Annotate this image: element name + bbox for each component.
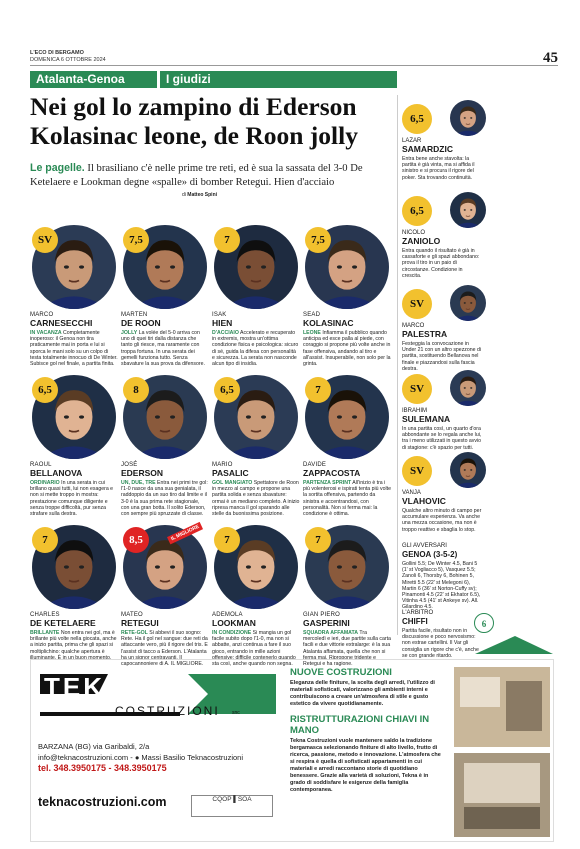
player-card xyxy=(121,462,209,517)
player-last-name: ZANIOLO xyxy=(402,236,441,246)
ad-text-1: Eleganza delle finiture, la scelta degli arredi, l'utilizzo di materiali sofisticati, valorizzano gli ambienti interni e contribuiscono a creare un'atmosfera di stile e gusto estetico da vivere quotidianamente. xyxy=(290,680,435,707)
player-first-name: MARCO xyxy=(30,312,54,318)
ad-heading-2: RISTRUTTURAZIONI CHIAVI IN MANO xyxy=(290,714,430,736)
review-lead: IN VACANZA xyxy=(30,330,62,336)
review-lead: GOL MANGIATO xyxy=(212,480,253,486)
review-text: Spettatore de Roon in mezzo al campo e propone una partita solida e senza sbavature: ormai è un mediano completo. A inizio ripresa manca il gol sparando alle stelle da buonissima posizione. xyxy=(212,480,300,518)
player-first-name: VANJA xyxy=(402,490,421,496)
player-review xyxy=(121,480,209,517)
referee-box xyxy=(402,610,482,659)
grade-badge: SV xyxy=(402,456,432,486)
sidebar-divider xyxy=(397,95,398,635)
player-review xyxy=(212,480,300,517)
player-first-name: MARTEN xyxy=(121,312,148,318)
player-last-name: VLAHOVIC xyxy=(402,496,446,506)
player-last-name: SULEMANA xyxy=(402,414,451,424)
player-review xyxy=(303,480,391,517)
player-review xyxy=(303,330,391,367)
ad-brand: TEKNA xyxy=(44,672,149,702)
player-last-name: EDERSON xyxy=(121,468,164,478)
section-tag: Atalanta-Genoa xyxy=(30,71,157,88)
player-last-name: GASPERINI xyxy=(303,618,350,628)
grade-badge: 7,5 xyxy=(123,227,149,253)
player-last-name: DE ROON xyxy=(121,318,161,328)
player-card xyxy=(121,312,209,367)
player-photo xyxy=(450,100,486,136)
grade-badge: 8,5 xyxy=(123,527,149,553)
ad-copy xyxy=(290,667,445,794)
grade-badge: 7,5 xyxy=(305,227,331,253)
player-card xyxy=(30,612,118,661)
grade-badge: 6,5 xyxy=(32,377,58,403)
review-lead: ORDINARIO xyxy=(30,480,60,486)
player-photo xyxy=(450,452,486,488)
player-first-name: LAZAR xyxy=(402,138,422,144)
review-lead: D'ACCIAIO xyxy=(212,330,239,336)
referee-grade: 6 xyxy=(474,613,494,633)
player-photo xyxy=(450,370,486,406)
player-review: In una partita così, un quarto d'ora abbondante se lo regala anche lui, tra i meno utilizzati in questo avvio di stagione: c'è spazio per tutti. xyxy=(402,426,482,451)
player-first-name: MARIO xyxy=(212,462,233,468)
player-last-name: DE KETELAERE xyxy=(30,618,96,628)
player-card xyxy=(303,312,391,367)
review-text: Si abbevi il suo sogno: Rete. Ha il gol nel sangue: due reti da attaccante vero, più il rigore del tris. E l'assist di tacco a Ederson. L'Atalanta ha un signor centravanti. Il capocannoniere di A. IL MIGLIORE. xyxy=(121,630,208,668)
grade-badge: 6,5 xyxy=(402,104,432,134)
player-card xyxy=(303,462,391,517)
review-lead: JOLLY xyxy=(121,330,138,336)
player-card xyxy=(402,408,482,451)
review-text: Non entra nei gol, ma è brillante più volte nella giocata, anche a inizio partita, prima che gli spazi si moltiplichino: qualche apertura è illuminante. È in un buon momento. xyxy=(30,630,117,661)
review-text: In una serata in cui brillano quasi tutti, lui non esagera e non si mette troppo in mostra: prestazione comunque diligente e senza troppe difficoltà, pur senza strafare sulla destra. xyxy=(30,480,114,518)
player-photo xyxy=(450,285,486,321)
player-last-name: PALESTRA xyxy=(402,329,448,339)
best-player-tag: IL MIGLIORE xyxy=(167,522,203,545)
referee-label: L'ARBITRO xyxy=(402,610,434,616)
player-first-name: IBRAHIM xyxy=(402,408,428,414)
player-last-name: RETEGUI xyxy=(121,618,159,628)
player-first-name: ISAK xyxy=(212,312,227,318)
player-last-name: KOLASINAC xyxy=(303,318,354,328)
review-lead: IN CONDIZIONE xyxy=(212,630,252,636)
player-last-name: SAMARDZIC xyxy=(402,144,453,154)
headline-line-2: Kolasinac leone, de Roon jolly xyxy=(30,121,358,150)
player-review xyxy=(212,330,300,367)
divider xyxy=(30,65,558,66)
player-last-name: LOOKMAN xyxy=(212,618,256,628)
review-text: La volée del 5-0 arriva con uno di quei tiri dalla distanza che tanto gli riesce, ma raramente con troppa fortuna. In una serata dei gemelli funziona tutto. Senza sbavature la sua prova da difensore. xyxy=(121,330,205,368)
player-card xyxy=(402,490,482,533)
grade-badge: 6,5 xyxy=(402,196,432,226)
player-card xyxy=(212,462,300,517)
player-last-name: PASALIC xyxy=(212,468,249,478)
ad-phone[interactable]: tel. 348.3950175 - 348.3950175 xyxy=(38,763,167,773)
headline-line-1: Nei gol lo zampino di Ederson xyxy=(30,92,357,121)
player-first-name: RAOUL xyxy=(30,462,52,468)
player-first-name: NICOLO xyxy=(402,230,426,236)
headline xyxy=(30,92,400,150)
byline xyxy=(182,192,217,198)
review-text: Completamente inoperoso: il Genoa non tira praticamente mai in porta e lui si sporca le mani solo su un colpo di testa totalmente innocuo di De Winter. Subisce gol nel finale, a partita finita. xyxy=(30,330,118,368)
player-review: Entra bene anche stavolta: la partita è già vinta, ma si affida il sinistro e si procura il rigore del poker. Sta trovando continuità. xyxy=(402,156,475,181)
grade-badge: 7 xyxy=(305,527,331,553)
grade-badge: 7 xyxy=(32,527,58,553)
topic-tag: I giudizi xyxy=(160,71,397,88)
grade-badge: 8 xyxy=(123,377,149,403)
grade-badge: SV xyxy=(402,374,432,404)
player-review xyxy=(30,630,118,661)
ad-brand-sub: COSTRUZIONI xyxy=(115,704,220,718)
paper-name: L'ECO DI BERGAMO xyxy=(30,50,84,56)
review-lead: RETE-GOL xyxy=(121,630,148,636)
review-lead: UN, DUE, TRE xyxy=(121,480,156,486)
ad-address: BARZANA (BG) via Garibaldi, 2/a xyxy=(38,742,150,751)
ad-heading-1: NUOVE COSTRUZIONI xyxy=(290,667,392,678)
review-text: Entra nei primi tre gol: l'1-0 nasce da una sua genialata, il raddoppio da un suo tiro dal limite e il 3-0 è la sua prima rete stagionale, con una gran botta. Il solito Ederson, con sempre più spruzzate di classe. xyxy=(121,480,208,518)
player-review xyxy=(30,480,118,517)
opponents-text: Gollini 5.5; De Winter 4.5, Bani 5 (1' st Vogliacco 5), Vasquez 5.5; Zanoli 6, Thorsby 6, Bohinen 5, Miretti 5.5 (22' st Melegoni 6), Martin 6 (36' st Norton-Cuffy sv); Pinamonti 4.5 (22' st Ekhator 6.5), Vitinha 4.5 (41' st Ankeye sv). All. Gilardino 4.5. xyxy=(402,561,481,611)
review-text: Infiamma il pubblico quando anticipa ed esce palla al piede, con coraggio si propone più volte anche in fase offensiva, andando al tiro e all'assist. Insuperabile, non solo per la grinta. xyxy=(303,330,391,368)
grade-badge: 7 xyxy=(214,227,240,253)
subhead-text: Il brasiliano c'è nelle prime tre reti, ed è sua la sassata del 3-0 De Ketelaere e Lookman degne «spalle» di bomber Retegui. Hien d'acciaio xyxy=(30,163,363,188)
player-photo xyxy=(450,192,486,228)
ad-contacts xyxy=(38,742,278,774)
player-last-name: HIEN xyxy=(212,318,233,328)
grade-badge: 6,5 xyxy=(214,377,240,403)
player-first-name: JOSÉ xyxy=(121,462,138,468)
review-lead: PARTENZA SPRINT xyxy=(303,480,352,486)
player-card xyxy=(402,323,482,372)
player-review: Entra quando il risultato è già in cassaforte e gli spazi abbondano: prova il tiro in un paio di circostanze. Condizione in crescita. xyxy=(402,248,480,279)
opponents-team: GENOA (3-5-2) xyxy=(402,550,458,559)
byline-prefix: di xyxy=(182,192,186,198)
player-card xyxy=(402,230,482,279)
player-first-name: ADEMOLA xyxy=(212,612,243,618)
ad-certification: CQOP ▌SOA xyxy=(191,795,273,817)
review-text: Accelerato e recuperato in extremis, mostra un'ottima condizione fisica e psicologica: sicuro di sé, guida la difesa con personalità e sicurezza. La serata non nasconde alcun tipo di insidia. xyxy=(212,330,299,368)
page-number: 45 xyxy=(543,50,558,66)
opponents-label: GLI AVVERSARI xyxy=(402,543,447,549)
ad-website[interactable]: teknacostruzioni.com xyxy=(38,795,167,809)
player-first-name: MARCO xyxy=(402,323,425,329)
review-lead: SQUADRA AFFAMATA xyxy=(303,630,359,636)
player-last-name: BELLANOVA xyxy=(30,468,83,478)
player-card xyxy=(212,312,300,367)
grade-badge: 7 xyxy=(214,527,240,553)
player-review xyxy=(121,330,209,367)
player-first-name: SEAD xyxy=(303,312,321,318)
player-last-name: CARNESECCHI xyxy=(30,318,93,328)
player-card xyxy=(30,462,118,517)
player-first-name: DAVIDE xyxy=(303,462,327,468)
referee-text: Partita facile, risultato non in discussione e poco nervosismo: non estrae cartellini. Il Var gli consiglia un rigore che c'è, anche se con grande ritardo. xyxy=(402,628,479,659)
review-text: Tra mercoledì e ieri, due partite sulla carta facili e due vittorie extralarge: è la sua Atalanta affamata, quella che non si ferma mai. Ripropone tridente e Retegui e ha ragione. xyxy=(303,630,391,668)
review-text: All'inizio è tra i più volenterosi e ispirati tenta più volte la sortita offensiva, partendo da sinistra e accentrandosi, con personalità. Non si ferma mai: la condizione è ottima. xyxy=(303,480,391,518)
ad-brand-suffix: snc xyxy=(232,710,240,716)
grade-badge: SV xyxy=(402,289,432,319)
referee-name: CHIFFI xyxy=(402,617,428,626)
review-lead: LEONE xyxy=(303,330,321,336)
ad-photos xyxy=(454,667,550,837)
player-last-name: ZAPPACOSTA xyxy=(303,468,361,478)
player-review xyxy=(30,330,118,367)
ad-email[interactable]: info@teknacostruzioni.com - ● Massi Basilio Teknacostruzioni xyxy=(38,752,244,762)
player-first-name: MATEO xyxy=(121,612,143,618)
player-review: Festeggia la convocazione in Under 21 con un altro spezzone di partita, sostituendo Bellanova nel finale e piazzandosi sulla fascia destra. xyxy=(402,341,482,372)
subhead xyxy=(30,161,400,190)
ad-text-2: Tekna Costruzioni vuole mantenere saldo la tradizione bergamasca selezionando finiture di alto livello, frutto di ricerca, passione, metodo e innovazione. L'atmosfera che si respira è quella di sofisticati appartamenti in cui materiali e arredi raccontano storie di quotidiano benessere. Grazie alla varietà di soluzioni, Tekna è in grado di soddisfare le esigenze della famiglia contemporanea. xyxy=(290,738,441,793)
grass-decoration xyxy=(475,634,553,654)
subhead-lead: Le pagelle. xyxy=(30,162,85,174)
opponents-box xyxy=(402,543,482,611)
byline-author: Matteo Spini xyxy=(187,192,218,198)
review-text: Si mangia un gol facile subito dopo l'1-0, ma non si abbatte, anzi continua a fare il suo gioco, entrando in mille azioni offensive: difficile contenerlo quando sta così, anche quando non segna. xyxy=(212,630,296,668)
player-card xyxy=(30,312,118,367)
masthead xyxy=(30,50,106,64)
grade-badge: 7 xyxy=(305,377,331,403)
review-lead: BRILLANTE xyxy=(30,630,60,636)
grade-badge: SV xyxy=(32,227,58,253)
player-first-name: CHARLES xyxy=(30,612,60,618)
player-first-name: GIAN PIERO xyxy=(303,612,341,618)
player-review: Qualche altro minuto di campo per accumulare esperienza. Va anche una mezza occasione, ma non è troppo reattivo e sbaglia lo stop. xyxy=(402,508,482,533)
issue-date: DOMENICA 6 OTTOBRE 2024 xyxy=(30,57,106,63)
player-card xyxy=(402,138,482,181)
